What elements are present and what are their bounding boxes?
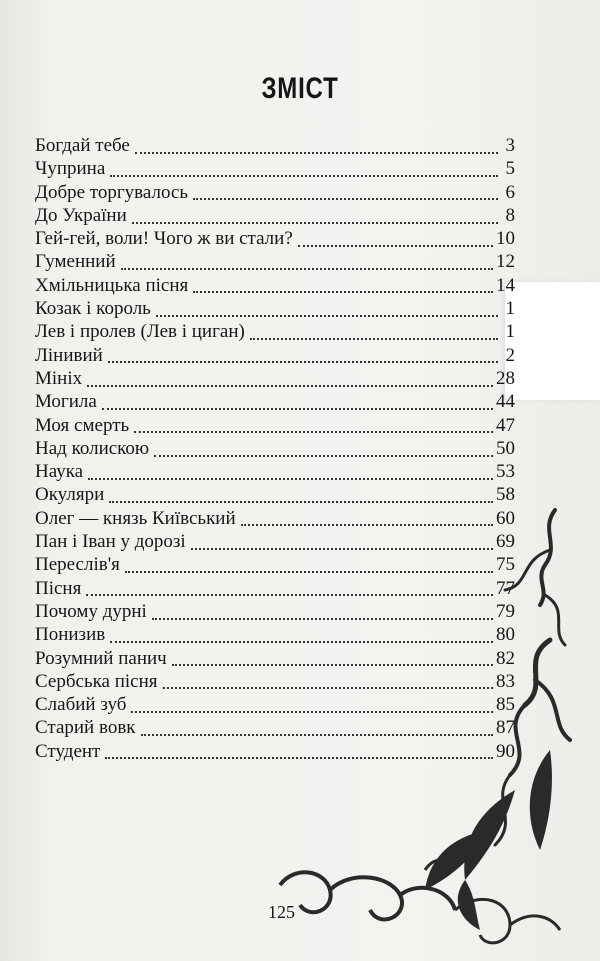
dot-leader	[87, 371, 493, 387]
toc-entry	[35, 157, 515, 180]
toc-entry-page: 1	[505, 298, 515, 320]
toc-entry	[35, 250, 515, 273]
dot-leader	[134, 417, 493, 433]
dot-leader	[121, 254, 493, 270]
toc-entry-page: 28	[496, 367, 515, 389]
dot-leader	[156, 301, 498, 317]
toc-entry-page: 87	[496, 717, 515, 739]
floral-ornament-icon	[250, 490, 580, 950]
toc-entry-title: Гей-гей, воли! Чого ж ви стали?	[35, 228, 293, 250]
toc-entry-title: Розумний панич	[35, 647, 167, 669]
dot-leader	[298, 231, 493, 247]
toc-entry-title: Почому дурні	[35, 600, 147, 622]
toc-entry	[35, 181, 515, 204]
toc-entry-title: Окуляри	[35, 484, 105, 506]
toc-entry-title: Козак і король	[35, 298, 151, 320]
toc-entry-title: Лев і пролев (Лев і циган)	[35, 321, 245, 343]
toc-entry-page: 83	[496, 670, 515, 692]
toc-entry	[35, 274, 515, 297]
dot-leader	[154, 441, 493, 457]
toc-entry	[35, 414, 515, 437]
toc-entry-title: Богдай тебе	[35, 135, 130, 156]
toc-entry	[35, 320, 515, 343]
toc-entry-title: Чуприна	[35, 158, 106, 180]
dot-leader	[110, 161, 498, 177]
toc-entry-title: Наука	[35, 461, 84, 483]
page-title: ЗМІСТ	[261, 72, 339, 106]
toc-entry-title: Добре торгувалось	[35, 181, 189, 203]
toc-entry-page: 80	[496, 624, 515, 646]
toc-entry-page: 1	[505, 321, 515, 343]
toc-entry-page: 77	[496, 577, 515, 599]
toc-entry-page: 44	[496, 391, 515, 413]
toc-entry	[35, 367, 515, 390]
toc-entry-title: Слабий зуб	[35, 694, 127, 716]
toc-entry-title: Пісня	[35, 577, 82, 599]
toc-entry	[35, 344, 515, 367]
toc-entry-page: 75	[496, 554, 515, 576]
toc-entry-page: 8	[505, 204, 515, 226]
page-number: 125	[268, 902, 295, 922]
toc-entry-page: 50	[496, 437, 515, 459]
toc-entry-title: Понизив	[35, 624, 106, 646]
toc-entry-page: 53	[496, 461, 515, 483]
toc-entry-page: 60	[496, 507, 515, 529]
toc-entry	[35, 297, 515, 320]
folded-paper-corner	[505, 282, 600, 400]
dot-leader	[102, 394, 493, 410]
toc-entry-title: Переслів'я	[35, 554, 120, 576]
toc-entry-title: Сербська пісня	[35, 670, 158, 692]
toc-entry-title: Над колискою	[35, 437, 150, 459]
dot-leader	[88, 464, 493, 480]
toc-entry-title: Пан і Іван у дорозі	[35, 531, 186, 553]
toc-entry-page: 2	[505, 344, 515, 366]
dot-leader	[132, 208, 498, 224]
toc-entry	[35, 460, 515, 483]
toc-entry-title: Могила	[35, 391, 97, 413]
toc-entry-title: Студент	[35, 740, 101, 762]
toc-entry	[35, 437, 515, 460]
dot-leader	[108, 347, 498, 363]
toc-entry-title: Хмільницька пісня	[35, 274, 189, 296]
toc-entry-page: 82	[496, 647, 515, 669]
toc-entry	[35, 204, 515, 227]
toc-entry-title: Олег — князь Київський	[35, 507, 236, 529]
toc-entry-page: 79	[496, 600, 515, 622]
toc-entry-page: 90	[496, 740, 515, 762]
toc-entry-page: 69	[496, 531, 515, 553]
toc-entry	[35, 227, 515, 250]
toc-entry-title: Гуменний	[35, 251, 116, 273]
toc-entry-page: 47	[496, 414, 515, 436]
toc-entry-title: Мініх	[35, 367, 83, 389]
toc-entry	[35, 390, 515, 413]
toc-entry-page: 10	[496, 228, 515, 250]
dot-leader	[250, 324, 498, 340]
toc-entry-page: 85	[496, 694, 515, 716]
toc-entry-page: 58	[496, 484, 515, 506]
dot-leader	[193, 277, 493, 293]
toc-entry-title: До України	[35, 204, 127, 226]
toc-entry-page: 3	[505, 135, 515, 156]
toc-entry-page: 6	[505, 181, 515, 203]
toc-entry-page: 12	[496, 251, 515, 273]
toc-entry-title: Старий вовк	[35, 717, 136, 739]
toc-entry	[35, 134, 515, 157]
dot-leader	[193, 184, 498, 200]
toc-entry-page: 5	[505, 158, 515, 180]
toc-entry-title: Лінивий	[35, 344, 103, 366]
toc-entry-page: 14	[496, 274, 515, 296]
dot-leader	[135, 138, 498, 154]
toc-entry-title: Моя смерть	[35, 414, 130, 436]
